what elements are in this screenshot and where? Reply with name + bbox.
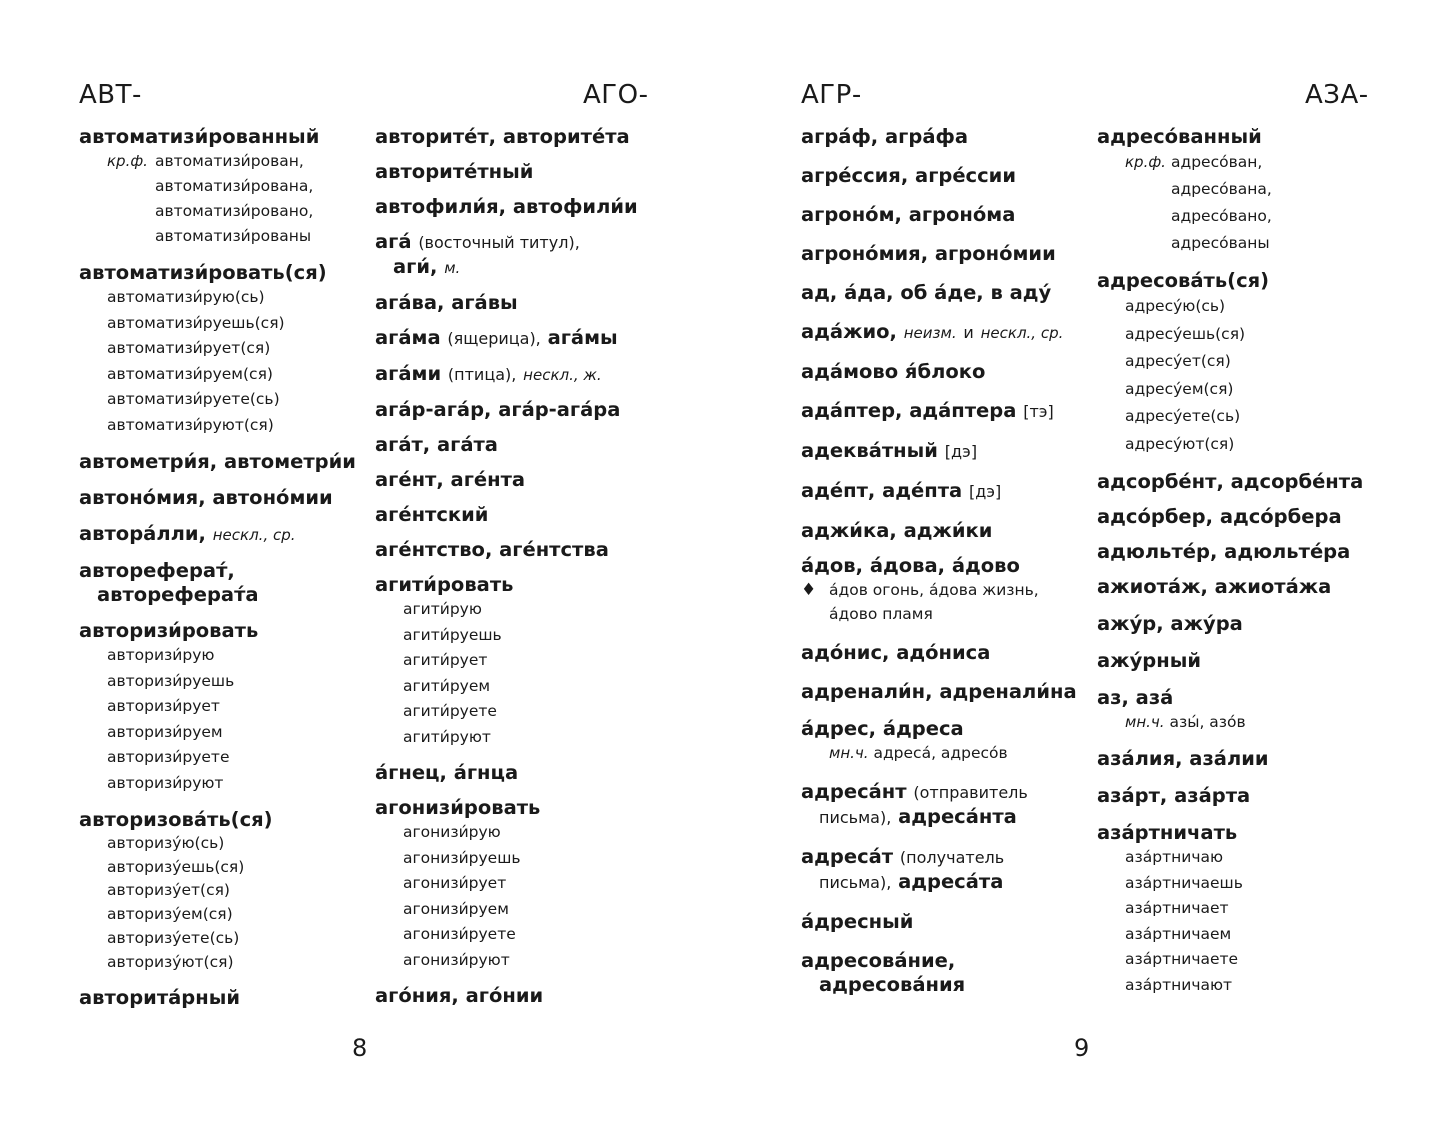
headword: авторите́тный <box>375 160 534 183</box>
dictionary-entry <box>1097 125 1397 257</box>
grammar-label: мн.ч. <box>1125 713 1165 731</box>
dictionary-entry <box>801 281 1091 305</box>
word-form: авторизу́ем(ся) <box>107 905 233 924</box>
headword: аге́нтский <box>375 503 489 526</box>
headword: аджи́ка, аджи́ки <box>801 519 993 542</box>
word-form: авторизу́ете(сь) <box>107 928 240 947</box>
headword: адреса́нт <box>801 780 907 803</box>
headword: агити́ровать <box>375 573 514 596</box>
dictionary-entry <box>1097 686 1397 734</box>
grammar-label: неизм. <box>903 324 957 342</box>
headword: аги́, <box>393 255 438 278</box>
word-form: аза́ртничаешь <box>1125 873 1243 892</box>
dictionary-entry <box>375 291 675 315</box>
headword-line <box>801 399 1091 424</box>
dictionary-entry <box>801 399 1091 424</box>
headword: адресо́ванный <box>1097 125 1262 148</box>
gloss: (отправитель <box>913 783 1028 802</box>
word-form: автоматизи́рована, <box>155 177 314 195</box>
dictionary-entry <box>79 261 359 438</box>
headword: аза́лия, аза́лии <box>1097 747 1269 770</box>
headword-continued: автореферат́а <box>97 583 259 606</box>
word-form: адресу́ем(ся) <box>1125 379 1234 398</box>
headword: автофили́я, автофили́и <box>375 195 638 218</box>
gloss: (восточный титул), <box>418 233 580 252</box>
word-form: авторизи́руешь <box>107 671 235 690</box>
dictionary-entry <box>1097 821 1397 998</box>
word-form: адреса́, адресо́в <box>873 744 1008 762</box>
word-form: авторизу́ю(сь) <box>107 834 225 852</box>
gloss: (получатель <box>899 848 1005 867</box>
right-page <box>722 0 1445 1129</box>
headword: агре́ссия, агре́ссии <box>801 164 1017 187</box>
word-form: авторизу́ешь(ся) <box>107 857 245 876</box>
word-form: авторизу́ют(ся) <box>107 952 234 971</box>
running-head-left: АВТ- <box>79 80 142 110</box>
column-1 <box>801 125 1091 1009</box>
headword-line <box>801 320 1091 345</box>
headword: ага́мы <box>547 326 618 349</box>
dictionary-entry <box>801 203 1091 227</box>
pronunciation-note: [тэ] <box>1023 402 1054 421</box>
word-form: адресо́ван, <box>1171 153 1263 171</box>
dictionary-entry <box>375 796 675 973</box>
dictionary-entry <box>801 680 1091 704</box>
word-form: аза́ртничают <box>1125 975 1233 994</box>
dictionary-entry <box>375 160 675 184</box>
grammar-label: м. <box>444 259 461 277</box>
short-form-block <box>79 149 359 249</box>
dictionary-entry <box>1097 269 1397 458</box>
dictionary-entry <box>801 164 1091 188</box>
headword: агроно́м, агроно́ма <box>801 203 1016 226</box>
word-form: агити́руете <box>403 702 497 720</box>
dictionary-entry <box>375 398 675 422</box>
word-form: агити́рует <box>403 651 488 669</box>
dictionary-entry <box>375 468 675 492</box>
headword: ад, а́да, об а́де, в аду́ <box>801 281 1052 304</box>
pronunciation-note: [дэ] <box>968 482 1002 501</box>
headword: авторизи́ровать <box>79 619 259 642</box>
dictionary-entry <box>1097 612 1397 636</box>
headword: авторите́т, авторите́та <box>375 125 630 148</box>
word-form: авторизи́руете <box>107 748 230 766</box>
dictionary-entry <box>801 717 1091 765</box>
word-form: авторизи́рует <box>107 697 220 715</box>
word-form: агонизи́руем <box>403 899 509 918</box>
headword: ажиота́ж, ажиота́жа <box>1097 575 1332 598</box>
dictionary-entry <box>1097 540 1397 564</box>
headword: адо́нис, адо́ниса <box>801 641 991 664</box>
word-form: адресу́ете(сь) <box>1125 407 1241 425</box>
word-form: адресу́ют(ся) <box>1125 434 1235 453</box>
word-form: автоматизи́рованы <box>155 227 312 245</box>
word-form: агонизи́руешь <box>403 848 521 867</box>
headword-continued <box>375 255 675 280</box>
headword-line <box>801 479 1091 504</box>
headword: адеква́тный <box>801 439 938 462</box>
headword: аге́нтство, аге́нтства <box>375 538 609 561</box>
headword: адсорбе́нт, адсорбе́нта <box>1097 470 1364 493</box>
headword: агонизи́ровать <box>375 796 541 819</box>
headword: авторита́рный <box>79 986 241 1010</box>
dictionary-entry <box>801 479 1091 504</box>
grammar-label: кр.ф. <box>107 152 148 170</box>
headword: ага́ма <box>375 326 441 349</box>
dictionary-entry <box>79 125 359 249</box>
grammar-label: нескл., ср. <box>212 526 296 544</box>
headword: ада́мово я́блоко <box>801 360 986 383</box>
word-form: автоматизи́рую(сь) <box>107 288 265 306</box>
dictionary-entry <box>79 986 359 1010</box>
pronunciation-note: [дэ] <box>944 442 978 461</box>
dictionary-entry <box>79 522 359 547</box>
headword-continued <box>801 805 1091 830</box>
dictionary-entry <box>375 230 675 280</box>
dictionary-entry <box>801 360 1091 384</box>
dictionary-entry <box>801 519 1091 543</box>
headword-line <box>801 780 1091 805</box>
headword: ага́ <box>375 230 412 253</box>
dictionary-entry <box>375 362 675 387</box>
headword-continued: адресова́ния <box>819 973 966 996</box>
headword: ажу́р, ажу́ра <box>1097 612 1243 635</box>
headword: аго́ния, аго́нии <box>375 984 544 1007</box>
dictionary-entry <box>1097 649 1397 673</box>
dictionary-entry <box>375 326 675 351</box>
headword: ада́птер, ада́птера <box>801 399 1017 422</box>
page-number: 8 <box>352 1034 368 1062</box>
word-form: адресу́ешь(ся) <box>1125 324 1246 343</box>
headword: а́гнец, а́гнца <box>375 761 519 784</box>
word-form: авторизу́ет(ся) <box>107 881 230 900</box>
headword-line <box>375 362 675 387</box>
idiom-text: а́дов огонь, а́дова жизнь, <box>829 581 1039 599</box>
headword: ага́р-ага́р, ага́р-ага́ра <box>375 398 621 421</box>
dictionary-entry <box>801 641 1091 665</box>
word-form: агонизи́руете <box>403 925 516 943</box>
gloss: (ящерица), <box>447 329 541 348</box>
word-form: автоматизи́руют(ся) <box>107 415 274 434</box>
headword: адсо́рбер, адсо́рбера <box>1097 505 1342 528</box>
headword: автоматизи́ровать(ся) <box>79 261 327 284</box>
headword: аз, аза́ <box>1097 686 1174 709</box>
dictionary-entry <box>375 503 675 527</box>
word-form: автоматизи́рует(ся) <box>107 339 271 357</box>
headword: агра́ф, агра́фа <box>801 125 968 148</box>
column-2 <box>1097 125 1397 1010</box>
dictionary-entry <box>375 984 675 1008</box>
word-form: авторизи́руют <box>107 773 224 792</box>
grammar-label: нескл., ж. <box>523 366 602 384</box>
grammar-label: кр.ф. <box>1125 153 1166 171</box>
headword: адреса́нта <box>898 805 1017 828</box>
headword-line <box>801 845 1091 870</box>
dictionary-entry <box>801 439 1091 464</box>
column-1 <box>79 125 359 1022</box>
word-form: адресу́ю(сь) <box>1125 297 1226 315</box>
plural-forms <box>801 741 1091 765</box>
page-number: 9 <box>1074 1034 1090 1062</box>
gloss: письма), <box>819 808 892 827</box>
headword: аде́пт, аде́пта <box>801 479 963 502</box>
headword: адреса́т <box>801 845 894 868</box>
dictionary-entry <box>1097 747 1397 771</box>
headword: автореферат́, <box>79 559 235 582</box>
headword: автора́лли, <box>79 522 206 545</box>
headword: адюльте́р, адюльте́ра <box>1097 540 1351 563</box>
headword: адренали́н, адренали́на <box>801 680 1077 703</box>
idiom-block <box>801 578 1091 602</box>
dictionary-entry <box>801 949 1091 997</box>
headword: адресова́ть(ся) <box>1097 269 1270 292</box>
word-form: адресо́ваны <box>1171 234 1270 252</box>
headword: адреса́та <box>898 870 1004 893</box>
headword: агроно́мия, агроно́мии <box>801 242 1056 265</box>
dictionary-entry <box>375 761 675 785</box>
word-form: автоматизи́руем(ся) <box>107 364 273 383</box>
short-form-block <box>1097 149 1397 257</box>
dictionary-entry <box>801 320 1091 345</box>
word-form: агонизи́рует <box>403 874 507 892</box>
grammar-label: мн.ч. <box>829 744 869 762</box>
word-form: автоматизи́руете(сь) <box>107 390 280 408</box>
word-form: авторизи́руем <box>107 722 223 741</box>
grammar-label: нескл., ср. <box>980 324 1064 342</box>
headword: аге́нт, аге́нта <box>375 468 526 491</box>
dictionary-entry <box>1097 470 1397 494</box>
gloss: письма), <box>819 873 892 892</box>
dictionary-entry <box>79 450 359 474</box>
dictionary-entry <box>375 573 675 750</box>
conjunction: и <box>963 323 974 342</box>
dictionary-entry <box>801 910 1091 934</box>
dictionary-entry <box>79 559 359 607</box>
dictionary-entry <box>375 125 675 149</box>
headword: а́дресный <box>801 910 914 933</box>
word-form: авторизи́рую <box>107 646 215 664</box>
headword: ага́т, ага́та <box>375 433 498 456</box>
dictionary-entry <box>1097 784 1397 808</box>
headword: авторизова́ть(ся) <box>79 808 273 831</box>
word-form: агонизи́руют <box>403 950 510 969</box>
headword-line <box>79 522 359 547</box>
headword: автоматизи́рованный <box>79 125 320 148</box>
headword: ага́ми <box>375 362 442 385</box>
dictionary-entry <box>375 195 675 219</box>
running-head-right: АЗА- <box>1305 80 1369 110</box>
headword-continued <box>801 870 1091 895</box>
dictionary-entry <box>79 619 359 796</box>
word-form: адресо́вана, <box>1171 180 1272 198</box>
word-form: автоматизи́руешь(ся) <box>107 313 285 332</box>
word-form: аза́ртничаете <box>1125 950 1239 968</box>
word-form: агонизи́рую <box>403 823 501 841</box>
dictionary-entry <box>801 845 1091 895</box>
word-form: агити́руют <box>403 727 491 746</box>
diamond-icon: ♦ <box>801 580 817 600</box>
word-form: аза́ртничает <box>1125 899 1229 917</box>
dictionary-entry <box>79 486 359 510</box>
column-2 <box>375 125 675 1020</box>
word-form: агити́руем <box>403 676 491 695</box>
dictionary-entry <box>1097 575 1397 599</box>
headword: а́дов, а́дова, а́дово <box>801 554 1020 577</box>
word-form: адресо́вано, <box>1171 207 1272 225</box>
dictionary-entry <box>1097 505 1397 529</box>
left-page <box>0 0 722 1129</box>
word-form: адресу́ет(ся) <box>1125 352 1231 370</box>
plural-forms <box>1097 710 1397 734</box>
headword-line <box>375 230 675 255</box>
headword: автометри́я, автометри́и <box>79 450 356 473</box>
dictionary-entry <box>801 554 1091 626</box>
word-form: аза́ртничаем <box>1125 924 1232 943</box>
word-form: автоматизи́ровано, <box>155 202 314 220</box>
headword-line <box>375 326 675 351</box>
headword: ага́ва, ага́вы <box>375 291 518 314</box>
word-form: азы́, азо́в <box>1169 713 1246 731</box>
dictionary-entry <box>801 242 1091 266</box>
word-form: агити́рую <box>403 600 482 618</box>
headword: аза́рт, аза́рта <box>1097 784 1251 807</box>
headword: аза́ртничать <box>1097 821 1238 844</box>
headword: ада́жио, <box>801 320 897 343</box>
idiom-text: а́дово пламя <box>829 605 933 623</box>
word-form: аза́ртничаю <box>1125 848 1224 866</box>
dictionary-entry <box>375 433 675 457</box>
headword: автоно́мия, автоно́мии <box>79 486 333 509</box>
dictionary-entry <box>79 808 359 974</box>
dictionary-entry <box>801 780 1091 830</box>
dictionary-entry <box>375 538 675 562</box>
headword: ажу́рный <box>1097 649 1202 672</box>
gloss: (птица), <box>447 365 517 384</box>
dictionary-entry <box>801 125 1091 149</box>
word-form: агити́руешь <box>403 625 502 644</box>
running-head-left: АГР- <box>801 80 862 110</box>
headword: а́дрес, а́дреса <box>801 717 964 740</box>
running-head-right: АГО- <box>583 80 649 110</box>
word-form: автоматизи́рован, <box>155 152 304 170</box>
headword: адресова́ние, <box>801 949 956 972</box>
headword-line <box>801 439 1091 464</box>
